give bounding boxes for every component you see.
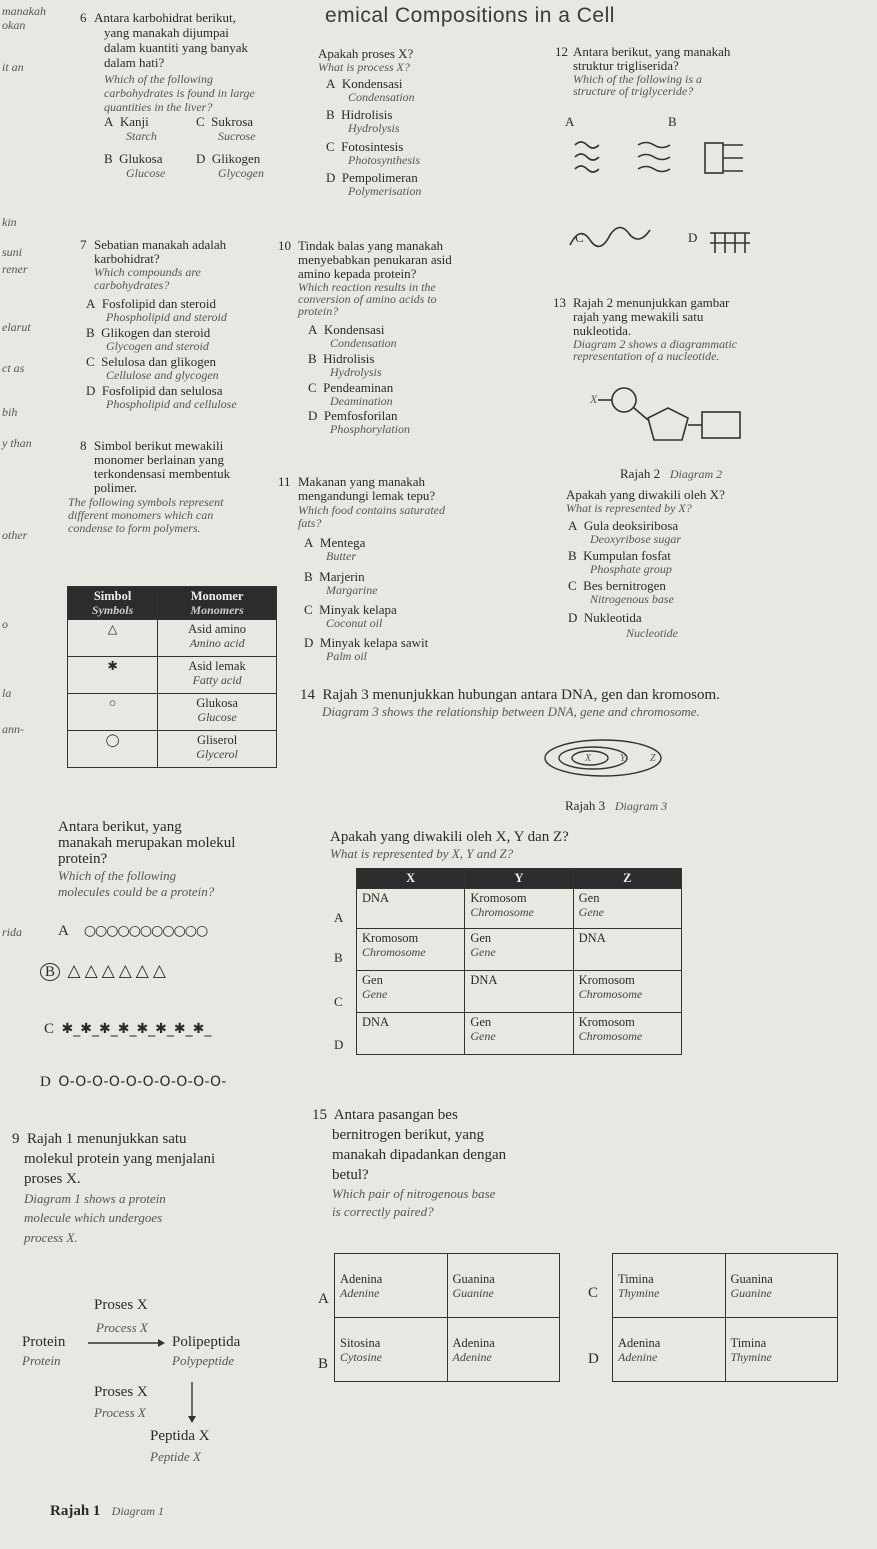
question-number: 10 <box>278 238 291 253</box>
table-row: ✱ Asid lemak Fatty acid <box>68 657 277 694</box>
option-d[interactable]: D Glikogen <box>196 151 261 166</box>
option-d[interactable]: D Fosfolipid dan selulosa <box>86 383 223 398</box>
table-header: X <box>357 869 465 889</box>
table-row: Adenina Adenine Timina Thymine <box>613 1318 838 1382</box>
question-number: 7 <box>80 237 87 252</box>
q6-text-ms: dalam kuantiti yang banyak <box>104 40 249 55</box>
q8-text-en: condense to form polymers. <box>68 521 201 535</box>
option-c-en: Cellulose and glycogen <box>106 368 219 382</box>
option-a-en: Condensation <box>330 336 397 350</box>
option-a-en: Phospholipid and steroid <box>106 310 227 324</box>
q14-option-c-letter[interactable]: C <box>334 994 343 1009</box>
q8-follow-en: molecules could be a protein? <box>58 884 215 899</box>
q9-line: 9 Rajah 1 menunjukkan satu <box>12 1131 187 1147</box>
option-d-en: Nucleotide <box>626 626 678 640</box>
q6-text-en: Which of the following <box>104 72 213 86</box>
q15-text-ms: betul? <box>332 1167 369 1183</box>
arrow-right-icon <box>86 1336 166 1350</box>
q14-question-en: What is represented by X, Y and Z? <box>330 846 514 861</box>
option-b-en: Hydrolysis <box>348 121 400 135</box>
margin-fragment: other <box>2 528 28 542</box>
q9-polypeptide-en: Polypeptide <box>172 1353 235 1368</box>
q9-process-x-bottom-en: Process X <box>94 1405 146 1420</box>
q9-text-en: molecule which undergoes <box>24 1210 163 1225</box>
option-c-en: Sucrose <box>218 129 256 143</box>
q7-text-ms: karbohidrat? <box>94 251 160 266</box>
table-row: DNA Gen Gene Kromosom Chromosome <box>357 1013 682 1055</box>
table-header: Simbol Symbols <box>68 587 158 620</box>
option-b-en: Hydrolysis <box>330 365 382 379</box>
question-14: 14 Rajah 3 menunjukkan hubungan antara DNA, gen dan kromosom. <box>300 687 720 703</box>
option-c-en: Nitrogenous base <box>590 592 674 606</box>
margin-fragment: y than <box>2 436 32 450</box>
option-c-en: Coconut oil <box>326 616 383 630</box>
nucleotide-diagram-icon <box>590 370 750 455</box>
margin-fragment: okan <box>2 18 26 32</box>
q12-text-en: structure of triglyceride? <box>573 84 694 98</box>
q14-option-a-letter[interactable]: A <box>334 910 344 925</box>
page-title: emical Compositions in a Cell <box>325 4 615 27</box>
q6-text-en: carbohydrates is found in large <box>104 86 255 100</box>
q15-line: 15 Antara pasangan bes <box>312 1107 458 1123</box>
option-d-en: Polymerisation <box>348 184 422 198</box>
q8-follow-ms: manakah merupakan molekul <box>58 835 236 851</box>
q12-label-b: B <box>668 114 677 129</box>
q9-polypeptide-label: Polipeptida <box>172 1334 241 1350</box>
q12-text-ms: Antara berikut, yang manakah <box>573 44 731 59</box>
table-header: Y <box>465 869 573 889</box>
glycerol-symbol: ◯ <box>68 731 158 768</box>
q8-text-ms: Simbol berikut mewakili <box>94 438 224 453</box>
option-d[interactable]: D Nukleotida <box>568 610 642 625</box>
q9-text-ms: proses X. <box>24 1171 81 1187</box>
fatty-acid-symbol: ✱ <box>68 657 158 694</box>
margin-fragment: ct as <box>2 361 25 375</box>
q7-text-en: Which compounds are <box>94 265 201 279</box>
q9-text-en: Diagram 1 shows a protein <box>24 1191 166 1206</box>
q14-text-en: Diagram 3 shows the relationship between DNA, gene and chromosome. <box>322 704 700 719</box>
q8-text-ms: monomer berlainan yang <box>94 452 224 467</box>
table-row: Gen Gene DNA Kromosom Chromosome <box>357 971 682 1013</box>
q14-label-y: Y <box>620 753 626 764</box>
margin-fragment: ann- <box>2 722 24 736</box>
table-header: Monomer Monomers <box>158 587 277 620</box>
q13-x-label: X <box>590 392 598 406</box>
q9-caption: Rajah 1 Diagram 1 <box>50 1503 165 1519</box>
q13-text-ms: nukleotida. <box>573 323 632 338</box>
q12-text-en: Which of the following is a <box>573 72 702 86</box>
option-a[interactable]: A Gula deoksiribosa <box>568 518 679 533</box>
q14-options-table <box>356 868 682 1055</box>
option-a[interactable]: A Mentega <box>304 535 366 550</box>
q12-label-c: C <box>575 230 584 245</box>
table-row: △ Asid amino Amino acid <box>68 620 277 657</box>
q12-label-d: D <box>688 230 698 245</box>
q10-text-en: protein? <box>298 304 339 318</box>
option-c[interactable]: C Selulosa dan glikogen <box>86 354 216 369</box>
margin-fragment: rida <box>2 925 23 939</box>
q14-label-x: X <box>585 753 592 764</box>
q8-follow-ms: protein? <box>58 851 108 867</box>
option-d-en: Phospholipid and cellulose <box>106 397 237 411</box>
option-a-en: Butter <box>326 549 356 563</box>
option-b[interactable]: B Glikogen dan steroid <box>86 325 211 340</box>
margin-fragment: suni <box>2 245 23 259</box>
amino-acid-symbol: △ <box>68 620 158 657</box>
question-number: 12 <box>555 44 568 59</box>
table-row: DNA Kromosom Chromosome Gen Gene <box>357 889 682 929</box>
q9-protein-en: Protein <box>22 1353 61 1368</box>
table-row: ○ Glukosa Glucose <box>68 694 277 731</box>
margin-fragment: elarut <box>2 320 31 334</box>
q8-text-ms: terkondensasi membentuk <box>94 466 231 481</box>
monomer-symbols-table <box>67 586 277 768</box>
q6-text-ms: dalam hati? <box>104 55 165 70</box>
q14-label-z: Z <box>650 753 656 764</box>
q15-option-a-letter[interactable]: A <box>318 1291 329 1307</box>
q12-label-a: A <box>565 114 575 129</box>
option-c-en: Photosynthesis <box>348 153 420 167</box>
q8-follow-en: Which of the following <box>58 868 177 883</box>
q9-text-en: process X. <box>24 1230 78 1245</box>
q15-option-c-letter[interactable]: C <box>588 1285 599 1301</box>
q14-option-b-letter[interactable]: B <box>334 950 343 965</box>
option-c[interactable]: C Bes bernitrogen <box>568 578 666 593</box>
q9-peptide-label: Peptida X <box>150 1428 210 1444</box>
q11-text-ms: Makanan yang manakah <box>298 474 426 489</box>
q15-options-cd-table <box>612 1253 838 1382</box>
q15-text-en: Which pair of nitrogenous base <box>332 1186 496 1201</box>
q6-text-ms: Antara karbohidrat berikut, <box>94 10 236 25</box>
triglyceride-structures-icon <box>560 125 870 265</box>
q10-text-en: Which reaction results in the <box>298 280 436 294</box>
option-c[interactable]: C Sukrosa <box>196 114 254 129</box>
q14-question-ms: Apakah yang diwakili oleh X, Y dan Z? <box>330 829 569 845</box>
option-b[interactable]: B Kumpulan fosfat <box>568 548 671 563</box>
option-d[interactable]: D Minyak kelapa sawit <box>304 635 429 650</box>
option-c[interactable]: C Fotosintesis <box>326 139 404 154</box>
q15-text-en: is correctly paired? <box>332 1204 434 1219</box>
option-c[interactable]: C Pendeaminan <box>308 380 394 395</box>
q11-text-en: fats? <box>298 516 322 530</box>
q15-option-b-letter[interactable]: B <box>318 1356 329 1372</box>
qpx-text-ms: Apakah proses X? <box>318 46 414 61</box>
option-b-en: Glycogen and steroid <box>106 339 209 353</box>
q6-text-en: quantities in the liver? <box>104 100 213 114</box>
q13-text-ms: Rajah 2 menunjukkan gambar <box>573 295 730 310</box>
margin-fragment: manakah <box>2 4 46 18</box>
q10-text-ms: Tindak balas yang manakah <box>298 238 444 253</box>
option-a-en: Deoxyribose sugar <box>590 532 681 546</box>
q13-question-en: What is represented by X? <box>566 501 692 515</box>
q15-text-ms: manakah dipadankan dengan <box>332 1147 507 1163</box>
option-b-en: Glucose <box>126 166 166 180</box>
option-b[interactable]: B Hidrolisis <box>326 107 393 122</box>
q6-text-ms: yang manakah dijumpai <box>104 25 229 40</box>
option-b[interactable]: B Glukosa <box>104 151 163 166</box>
option-b[interactable]: B △△△△△△ <box>40 962 170 981</box>
option-b[interactable]: B Marjerin <box>304 569 365 584</box>
q9-protein-label: Protein <box>22 1334 66 1350</box>
q8-follow-ms: Antara berikut, yang <box>58 819 182 835</box>
option-b-en: Phosphate group <box>590 562 672 576</box>
option-d[interactable]: D Pemfosforilan <box>308 408 398 423</box>
option-d-en: Glycogen <box>218 166 264 180</box>
q12-text-ms: struktur trigliserida? <box>573 58 679 73</box>
option-d-en: Phosphorylation <box>330 422 410 436</box>
margin-fragment: bih <box>2 405 18 419</box>
margin-fragment: rener <box>2 262 28 276</box>
table-row: Kromosom Chromosome Gen Gene DNA <box>357 929 682 971</box>
q13-text-en: representation of a nucleotide. <box>573 349 720 363</box>
margin-fragment: kin <box>2 215 17 229</box>
option-d[interactable]: D Pempolimeran <box>326 170 418 185</box>
option-c[interactable]: C Minyak kelapa <box>304 602 397 617</box>
q9-proses-x-bottom: Proses X <box>94 1384 148 1400</box>
table-row: ◯ Gliserol Glycerol <box>68 731 277 768</box>
margin-fragment: la <box>2 686 12 700</box>
option-d[interactable]: D O-O-O-O-O-O-O-O-O-O- <box>40 1074 227 1090</box>
q10-text-en: conversion of amino acids to <box>298 292 437 306</box>
dna-gene-chromosome-diagram-icon <box>538 730 668 780</box>
q9-process-x-top-en: Process X <box>96 1320 148 1335</box>
option-a-en: Condensation <box>348 90 415 104</box>
q13-text-ms: rajah yang mewakili satu <box>573 309 704 324</box>
q13-text-en: Diagram 2 shows a diagrammatic <box>573 337 738 351</box>
q10-text-ms: amino kepada protein? <box>298 266 417 281</box>
option-a[interactable]: A ○○○○○○○○○○○ <box>58 923 208 939</box>
q14-caption: Rajah 3 Diagram 3 <box>565 798 668 813</box>
q7-text-en: carbohydrates? <box>94 278 170 292</box>
q11-text-en: Which food contains saturated <box>298 503 445 517</box>
question-number: 8 <box>80 438 87 453</box>
q10-text-ms: menyebabkan penukaran asid <box>298 252 452 267</box>
arrow-down-icon <box>186 1380 198 1424</box>
option-b-en: Margarine <box>326 583 378 597</box>
option-a[interactable]: A Kondensasi <box>308 322 385 337</box>
table-header: Z <box>573 869 681 889</box>
q15-options-ab-table <box>334 1253 560 1382</box>
q13-caption: Rajah 2 Diagram 2 <box>620 466 723 481</box>
q13-question-ms: Apakah yang diwakili oleh X? <box>566 487 725 502</box>
option-b[interactable]: B Hidrolisis <box>308 351 375 366</box>
q14-option-d-letter[interactable]: D <box>334 1037 344 1052</box>
table-row: Sitosina Cytosine Adenina Adenine <box>335 1318 560 1382</box>
table-row: Adenina Adenine Guanina Guanine <box>335 1254 560 1318</box>
q8-text-ms: polimer. <box>94 480 137 495</box>
option-c[interactable]: C ✱_✱_✱_✱_✱_✱_✱_✱_ <box>44 1021 212 1037</box>
margin-fragment: it an <box>2 60 24 74</box>
margin-fragment: o <box>2 617 8 631</box>
option-c-en: Deamination <box>330 394 393 408</box>
q15-option-d-letter[interactable]: D <box>588 1351 599 1367</box>
q9-text-ms: molekul protein yang menjalani <box>24 1151 216 1167</box>
q8-text-en: The following symbols represent <box>68 495 224 509</box>
q8-text-en: different monomers which can <box>68 508 214 522</box>
q9-proses-x-top: Proses X <box>94 1297 148 1313</box>
option-d-en: Palm oil <box>326 649 367 663</box>
option-a[interactable]: A Fosfolipid dan steroid <box>86 296 216 311</box>
option-a[interactable]: A Kondensasi <box>326 76 403 91</box>
q15-text-ms: bernitrogen berikut, yang <box>332 1127 485 1143</box>
glucose-symbol: ○ <box>68 694 158 731</box>
q11-text-ms: mengandungi lemak tepu? <box>298 488 436 503</box>
question-number: 6 <box>80 10 87 25</box>
option-a[interactable]: A Kanji <box>104 114 149 129</box>
qpx-text-en: What is process X? <box>318 60 410 74</box>
q9-peptide-en: Peptide X <box>150 1449 201 1464</box>
question-number: 11 <box>278 474 291 489</box>
table-row: Timina Thymine Guanina Guanine <box>613 1254 838 1318</box>
question-number: 13 <box>553 295 566 310</box>
q7-text-ms: Sebatian manakah adalah <box>94 237 227 252</box>
option-a-en: Starch <box>126 129 157 143</box>
